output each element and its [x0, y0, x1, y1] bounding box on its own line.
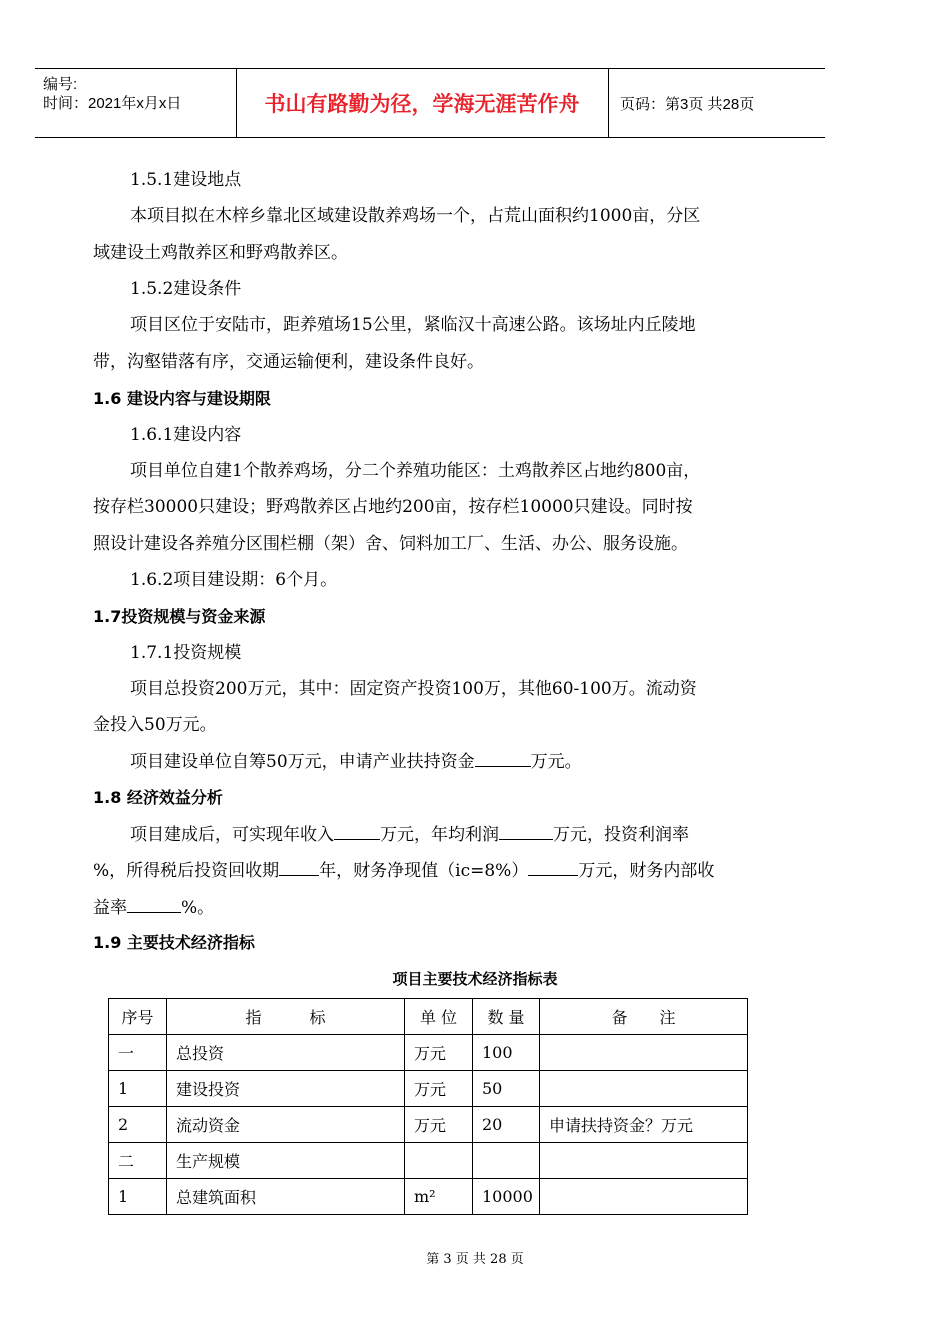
section-1-9-heading: 1.9 主要技术经济指标: [93, 933, 255, 952]
text-span: 年，财务净现值（ic=8%）: [319, 861, 529, 881]
paragraph-line: 照设计建设各养殖分区围栏棚（架）舍、饲料加工厂、生活、办公、服务设施。: [93, 534, 688, 554]
paragraph-line: [130, 823, 689, 846]
header-meta: [35, 69, 235, 137]
table-title: 项目主要技术经济指标表: [392, 970, 558, 988]
section-1-5-2-title: 1.5.2建设条件: [130, 279, 242, 299]
table-cell: 一: [109, 1035, 167, 1071]
blank-underline: [334, 823, 380, 840]
text-span: 项目建成后，可实现年收入: [130, 825, 334, 845]
paragraph-line: 项目单位自建1个散养鸡场，分二个养殖功能区：土鸡散养区占地约800亩，: [130, 461, 701, 481]
table-header-cell: 指 标: [167, 999, 405, 1035]
table-header-cell: 单 位: [405, 999, 473, 1035]
table-row: [109, 1035, 748, 1071]
table-cell: 总投资: [167, 1035, 405, 1071]
paragraph-line: 域建设土鸡散养区和野鸡散养区。: [93, 243, 348, 263]
section-1-5-1-title: 1.5.1建设地点: [130, 170, 242, 190]
table-cell: 万元: [405, 1107, 473, 1143]
section-1-6-1-title: 1.6.1建设内容: [130, 425, 242, 445]
page-footer: 第 3 页 共 28 页: [426, 1252, 524, 1267]
table-header-row: [109, 999, 748, 1035]
table-cell: 50: [473, 1071, 540, 1107]
blank-underline: [499, 823, 553, 840]
table-cell: [540, 1179, 748, 1215]
table-cell: 10000: [473, 1179, 540, 1215]
table-cell: 申请扶持资金？万元: [540, 1107, 748, 1143]
table-header-cell: 备 注: [540, 999, 748, 1035]
table-cell: 二: [109, 1143, 167, 1179]
paragraph-line: 项目区位于安陆市，距养殖场15公里，紧临汉十高速公路。该场址内丘陵地: [130, 315, 696, 335]
text-span: 万元，投资利润率: [553, 825, 689, 845]
table-cell: 万元: [405, 1035, 473, 1071]
table-row: [109, 1179, 748, 1215]
section-1-6-2-title: 1.6.2项目建设期：6个月。: [130, 570, 338, 590]
blank-underline: [475, 750, 531, 767]
table-cell: [405, 1143, 473, 1179]
number-label: 编号:: [43, 76, 78, 93]
table-cell: 20: [473, 1107, 540, 1143]
text-span: 万元。: [530, 752, 582, 772]
table-cell: 建设投资: [167, 1071, 405, 1107]
section-1-7-1-title: 1.7.1投资规模: [130, 643, 242, 663]
section-1-6-heading: 1.6 建设内容与建设期限: [93, 389, 271, 408]
table-cell: 1: [109, 1179, 167, 1215]
table-cell: 生产规模: [167, 1143, 405, 1179]
table-cell: [473, 1143, 540, 1179]
blank-underline: [528, 859, 578, 876]
text-span: 万元，财务内部收: [578, 861, 715, 881]
table-cell: m²: [405, 1179, 473, 1215]
table-row: [109, 1107, 748, 1143]
paragraph-line: [130, 750, 582, 773]
paragraph-line: 带，沟壑错落有序，交通运输便利，建设条件良好。: [93, 352, 484, 372]
section-1-8-heading: 1.8 经济效益分析: [93, 788, 223, 807]
table-header-cell: 序号: [109, 999, 167, 1035]
page-header: [35, 68, 825, 138]
paragraph-line: 金投入50万元。: [93, 715, 217, 735]
blank-underline: [279, 859, 319, 876]
header-divider: [608, 69, 609, 137]
table-cell: 万元: [405, 1071, 473, 1107]
text-span: 益率: [93, 898, 127, 918]
table-cell: [540, 1143, 748, 1179]
table-row: [109, 1071, 748, 1107]
time-label: 时间：2021年x月x日: [43, 95, 182, 112]
text-span: %。: [181, 898, 215, 918]
text-span: 万元，年均利润: [380, 825, 499, 845]
paragraph-line: [93, 896, 214, 919]
header-page-info: 页码：第3页 共28页: [620, 95, 755, 113]
header-motto: 书山有路勤为径，学海无涯苦作舟: [264, 92, 580, 116]
table-cell: 1: [109, 1071, 167, 1107]
blank-underline: [127, 896, 181, 913]
paragraph-line: [93, 859, 714, 882]
paragraph-line: 本项目拟在木梓乡靠北区域建设散养鸡场一个，占荒山面积约1000亩，分区: [130, 206, 701, 226]
table-cell: [540, 1071, 748, 1107]
paragraph-line: 按存栏30000只建设；野鸡散养区占地约200亩，按存栏10000只建设。同时按: [93, 497, 693, 517]
section-1-7-heading: 1.7投资规模与资金来源: [93, 607, 266, 626]
text-span: %，所得税后投资回收期: [93, 861, 280, 881]
table-cell: 流动资金: [167, 1107, 405, 1143]
table-cell: 总建筑面积: [167, 1179, 405, 1215]
paragraph-line: 项目总投资200万元，其中：固定资产投资100万，其他60-100万。流动资: [130, 679, 697, 699]
table-cell: 100: [473, 1035, 540, 1071]
table-row: [109, 1143, 748, 1179]
table-cell: 2: [109, 1107, 167, 1143]
table-cell: [540, 1035, 748, 1071]
indicator-table: [108, 998, 748, 1215]
table-header-cell: 数 量: [473, 999, 540, 1035]
text-span: 项目建设单位自筹50万元，申请产业扶持资金: [130, 752, 475, 772]
